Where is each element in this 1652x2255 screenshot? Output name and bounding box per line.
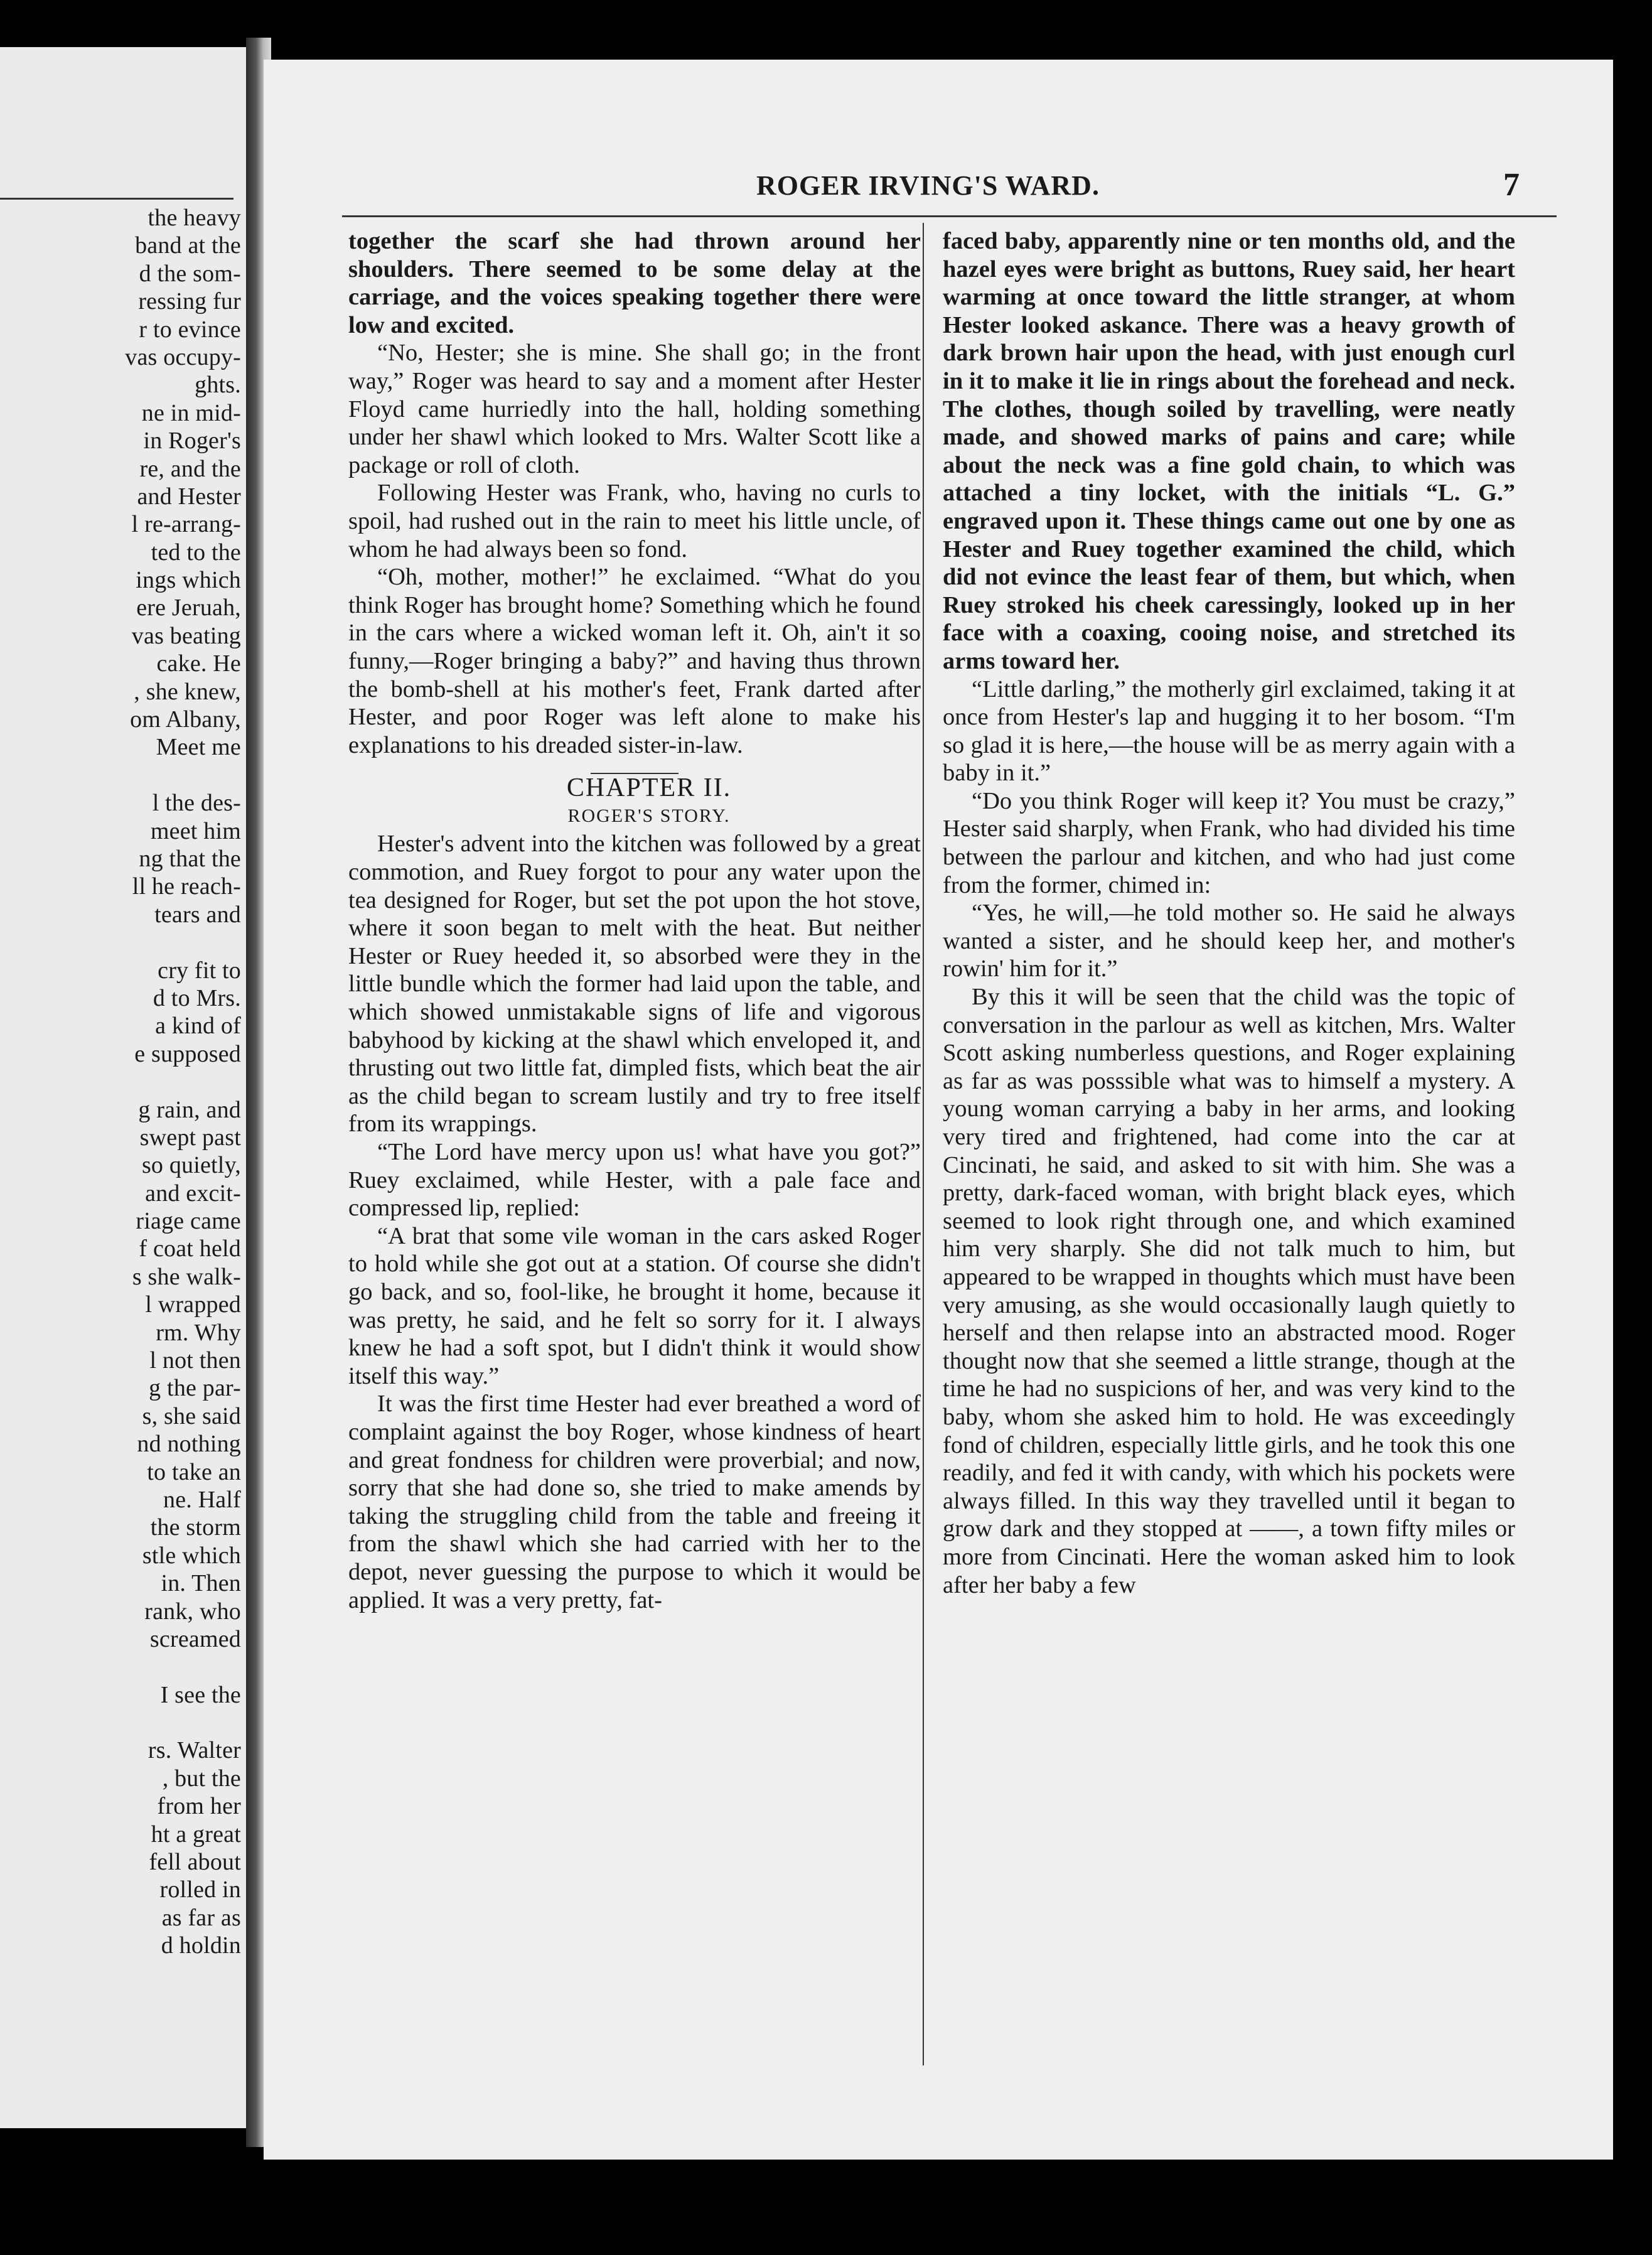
left-page-fragment-line: rank, who [144,1598,241,1625]
paragraph: Hester's advent into the kitchen was followed by a great commotion, and Ruey forgot to pour any water upon the tea designed for Roger, but set the pot upon the hot stove, where it soon began to melt with the heat. But neither Hester or Ruey heeded it, so absorbed were they in the little bundle which the former had laid upon the table, and which showed unmistakable signs of life and vigorous babyhood by kicking at the shawl which enveloped it, and thrusting out two little fat, dimpled fists, which beat the air as the child began to scream lustily and try to free itself from its wrappings. [348,831,921,1138]
left-page-fragment-line: rs. Walter [148,1737,241,1764]
chapter-title: CHAPTER II. [566,773,732,803]
left-page-fragment-line: the storm [150,1514,241,1541]
text-column-left [348,227,921,1614]
paragraph: Following Hester was Frank, who, having no curls to spoil, had rushed out in the rain to meet his little uncle, of whom he had always been so fond. [348,480,921,562]
left-page-fragment-line: r to evince [139,316,241,343]
left-page-fragment-line [9,1068,241,1095]
right-page [264,60,1613,2160]
paragraph: together the scarf she had thrown around her shoulders. There seemed to be some delay at the carriage, and the voices speaking together there were low and excited. [348,228,921,338]
left-page-fragment-line: I see the [160,1681,241,1708]
left-page-fragment-line: s she walk- [132,1263,241,1290]
column-divider [923,223,924,2065]
left-page-fragment-line: ne. Half [163,1486,241,1513]
left-page-fragment-line: band at the [135,232,241,259]
paragraph: faced baby, apparently nine or ten months old, and the hazel eyes were bright as buttons, Ruey said, her heart warming at once toward the little stranger, at whom Hester looked askance. There was a heavy growth of dark brown hair upon the head, with just enough curl in it to make it lie in rings about the forehead and neck. The clothes, though soiled by travelling, were neatly made, and showed marks of pains and care; while about the neck was a fine gold chain, to which was attached a tiny locket, with the initials “L. G.” engraved upon it. These things came out one by one as Hester and Ruey together examined the child, which did not evince the least fear of them, but which, when Ruey stroked his cheek caressingly, looked up in her face with a coaxing, cooing noise, and stretched its arms toward her. [943,228,1515,674]
left-page-fragment-line [9,1653,241,1681]
header-rule [342,215,1557,217]
left-page-fragment-line: and Hester [137,483,241,510]
paragraph: “Do you think Roger will keep it? You must be crazy,” Hester said sharply, when Frank, who had divided his time between the parlour and kitchen, and who had just come from the former, chimed in: [943,787,1515,898]
left-page-fragment-line: ere Jeruah, [136,595,241,622]
page-number: 7 [1503,167,1520,203]
left-page-fragment-line: ll he reach- [132,873,241,900]
left-page-fragment-line: meet him [150,817,241,844]
left-page-fragment-line: s, she said [142,1402,241,1429]
left-page-fragment-line: d to Mrs. [153,984,241,1011]
left-page-fragment-line: to take an [147,1458,241,1485]
left-page-fragment-line: ted to the [151,539,241,566]
paragraph: “A brat that some vile woman in the cars asked Roger to hold while she got out at a station. Of course she didn't go back, and so, fool-like, he brought it home, because it was pretty, he said, and he felt so sorry for it. I always knew he had a soft spot, but I didn't think it would show itself this way.” [348,1222,921,1389]
running-head: ROGER IRVING'S WARD. [756,170,1100,201]
paragraph: “Oh, mother, mother!” he exclaimed. “What do you think Roger has brought home? Something which he found in the cars where a wicked woman left it. Oh, ain't it so funny,—Roger bringing a baby?” and having thus thrown the bomb-shell at his mother's feet, Frank darted after Hester, and poor Roger was left alone to make his explanations to his dreaded sister-in-law. [348,564,921,758]
left-page [0,47,246,2128]
left-page-fragment-line: and excit- [145,1180,241,1207]
left-page-fragment-line: cake. He [156,650,241,677]
left-page-fragment-line: swept past [139,1124,241,1151]
left-page-fragment-line: in. Then [161,1570,241,1597]
left-page-fragment-line: l re-arrang- [131,511,241,538]
left-page-fragment-line: d the som- [139,260,241,287]
left-page-fragment-line: in Roger's [143,428,241,455]
paragraph: “The Lord have mercy upon us! what have you got?” Ruey exclaimed, while Hester, with a pale face and compressed lip, replied: [348,1139,921,1222]
left-page-fragment-line: the heavy [148,205,241,231]
left-page-fragment-line: re, and the [139,455,241,482]
left-page-fragment-line: g the par- [149,1375,241,1402]
left-page-fragment-line: as far as [161,1904,241,1931]
paragraph: “No, Hester; she is mine. She shall go; in the front way,” Roger was heard to say and a moment after Hester Floyd came hurriedly into the hall, holding something under her shawl which looked to Mrs. Walter Scott like a package or roll of cloth. [348,340,921,478]
chapter-subtitle: ROGER'S STORY. [567,805,731,826]
left-page-fragment-line: nd nothing [137,1431,241,1458]
left-page-fragment-line: cry fit to [158,957,241,984]
left-page-fragment-line: rolled in [159,1876,241,1903]
left-page-fragment-line: l not then [149,1347,241,1374]
left-page-fragment-line [9,928,241,956]
left-page-fragment-line: l the des- [152,790,241,817]
left-page-fragment-line: ng that the [139,845,241,872]
left-page-fragment-line: g rain, and [138,1096,241,1123]
left-page-fragment-line: Meet me [156,734,241,761]
left-page-fragment-line: , she knew, [134,678,241,705]
left-page-fragment-line: ghts. [195,372,241,399]
left-page-fragment-line: tears and [154,901,241,928]
left-page-fragment-line [9,762,241,789]
paragraph: By this it will be seen that the child was the topic of conversation in the parlour as well as kitchen, Mrs. Walter Scott asking numberless questions, and Roger explaining as far as was posssible what was to himself a mystery. A young woman carrying a baby in her arms, and looking very tired and frightened, had come into the car at Cincinati, he said, and asked to sit with him. She was a pretty, dark-faced woman, with bright black eyes, which seemed to look right through one, and which examined him very sharply. She did not talk much to him, but appeared to be wrapped in thoughts which must have been very amusing, as she would occasionally laugh quietly to herself and then relapse into an abstracted mood. Roger thought now that she seemed a little strange, though at the time he had no suspicions of her, and was very kind to the baby, whom she asked him to hold. He was exceedingly fond of children, especially little girls, and he took this one readily, and fed it with candy, with which his pockets were always filled. In this way they travelled until it began to grow dark and they stopped at ——, a town fifty miles or more from Cincinati. Here the woman asked him to look after her baby a few [943,984,1515,1598]
left-page-fragment-line [9,1709,241,1736]
left-page-fragment-line: a kind of [155,1013,241,1040]
left-page-fragment-line: f coat held [139,1235,241,1262]
left-page-fragment-line: ht a great [151,1821,241,1848]
left-page-fragment-line: fell about [149,1849,241,1876]
left-page-fragment-line: riage came [136,1208,241,1235]
left-page-rule [0,198,233,200]
left-page-fragment-line: d holdin [161,1932,241,1959]
left-page-fragment-line: screamed [149,1625,241,1652]
left-page-text-fragments [9,204,241,1960]
left-page-fragment-line: vas beating [131,622,241,649]
left-page-fragment-line: om Albany, [130,706,241,733]
left-page-fragment-line: stle which [142,1542,241,1569]
paragraph: “Yes, he will,—he told mother so. He said he always wanted a sister, and he should keep her, and mother's rowin' him for it.” [943,900,1515,982]
left-page-fragment-line: l wrapped [145,1291,241,1318]
left-page-fragment-line: so quietly, [141,1152,241,1179]
text-column-right [943,227,1515,1599]
paragraph: “Little darling,” the motherly girl exclaimed, taking it at once from Hester's lap and hugging it to her bosom. “I'm so glad it is here,—the house will be as merry again with a baby in it.” [943,675,1515,787]
left-page-fragment-line: vas occupy- [125,343,241,370]
left-page-fragment-line: , but the [162,1765,241,1792]
left-page-fragment-line: ings which [136,567,241,594]
left-page-fragment-line: ne in mid- [141,399,241,426]
paragraph: It was the first time Hester had ever breathed a word of complaint against the boy Roger, whose kindness of heart and great fondness for children were proverbial; and now, sorry that she had done so, she tried to make amends by taking the struggling child from the table and freeing it from the shawl which she had carried with her to the depot, never guessing the purpose to which it would be applied. It was a very pretty, fat- [348,1391,921,1613]
left-page-fragment-line: from her [157,1793,241,1820]
left-page-fragment-line: rm. Why [156,1319,241,1346]
left-page-fragment-line: ressing fur [138,288,241,315]
left-page-fragment-line: e supposed [134,1040,241,1067]
